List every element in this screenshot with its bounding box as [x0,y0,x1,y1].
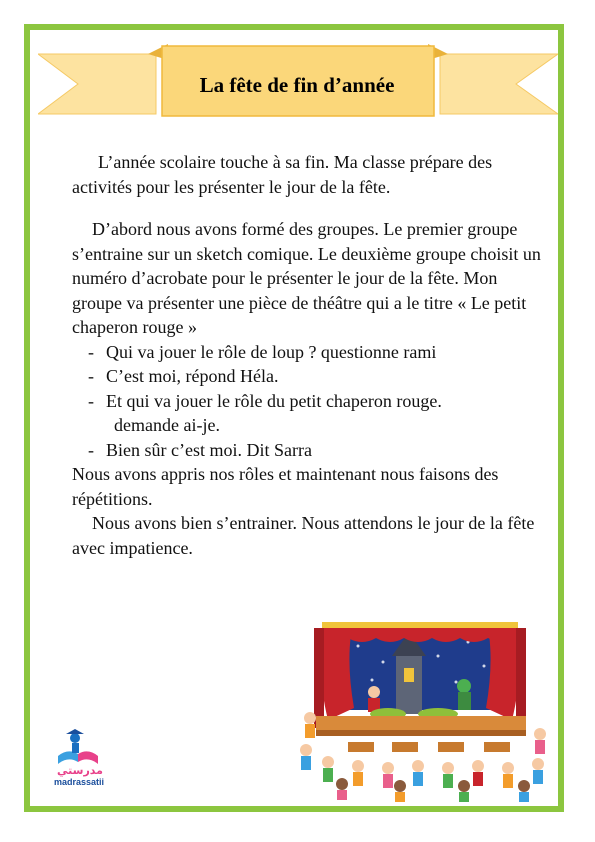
page-title: La fête de fin d’année [199,72,395,97]
dialogue-dash: - [88,341,94,362]
dialogue-text: Qui va jouer le rôle de loup ? questionne rami [106,341,437,362]
dialogue-text: C’est moi, répond Héla. [106,366,279,386]
logo-latin-text: madrassatii [53,777,105,787]
dialogue-text: Bien sûr c’est moi. Dit Sarra [106,439,312,460]
paragraph-2: D’abord nous avons formé des groupes. Le premier groupe s’entraine sur un sketch comique. Le deuxième groupe choisit un numéro d’acrobate pour le présenter le jour de la fête. Mon groupe va présenter une pièce de théâtre qui a le titre « Le petit chaperon rouge » [72,219,541,337]
paragraph-1: L’année scolaire touche à sa fin. Ma classe prépare des activités pour les présenter le jour de la fête. [72,152,493,197]
paragraph-3: Nous avons appris nos rôles et maintenant nous faisons des répétitions. [72,464,499,509]
dialogue-list [72,340,542,463]
dialogue-line [72,340,542,365]
theater-stage-illustration [288,622,558,802]
dialogue-line [72,389,542,438]
dialogue-dash: - [88,366,94,386]
dialogue-dash: - [88,439,94,460]
dialogue-line [72,438,542,463]
logo-arabic-text: مدرستي [57,764,103,777]
dialogue-line [72,364,542,389]
dialogue-dash: - [88,390,94,411]
paragraph-4: Nous avons bien s’entrainer. Nous attendons le jour de la fête avec impatience. [72,513,535,558]
dialogue-text: Et qui va jouer le rôle du petit chaperon rouge. [106,390,442,411]
story-text [72,150,542,560]
dialogue-continuation: demande ai-je. [114,415,220,435]
